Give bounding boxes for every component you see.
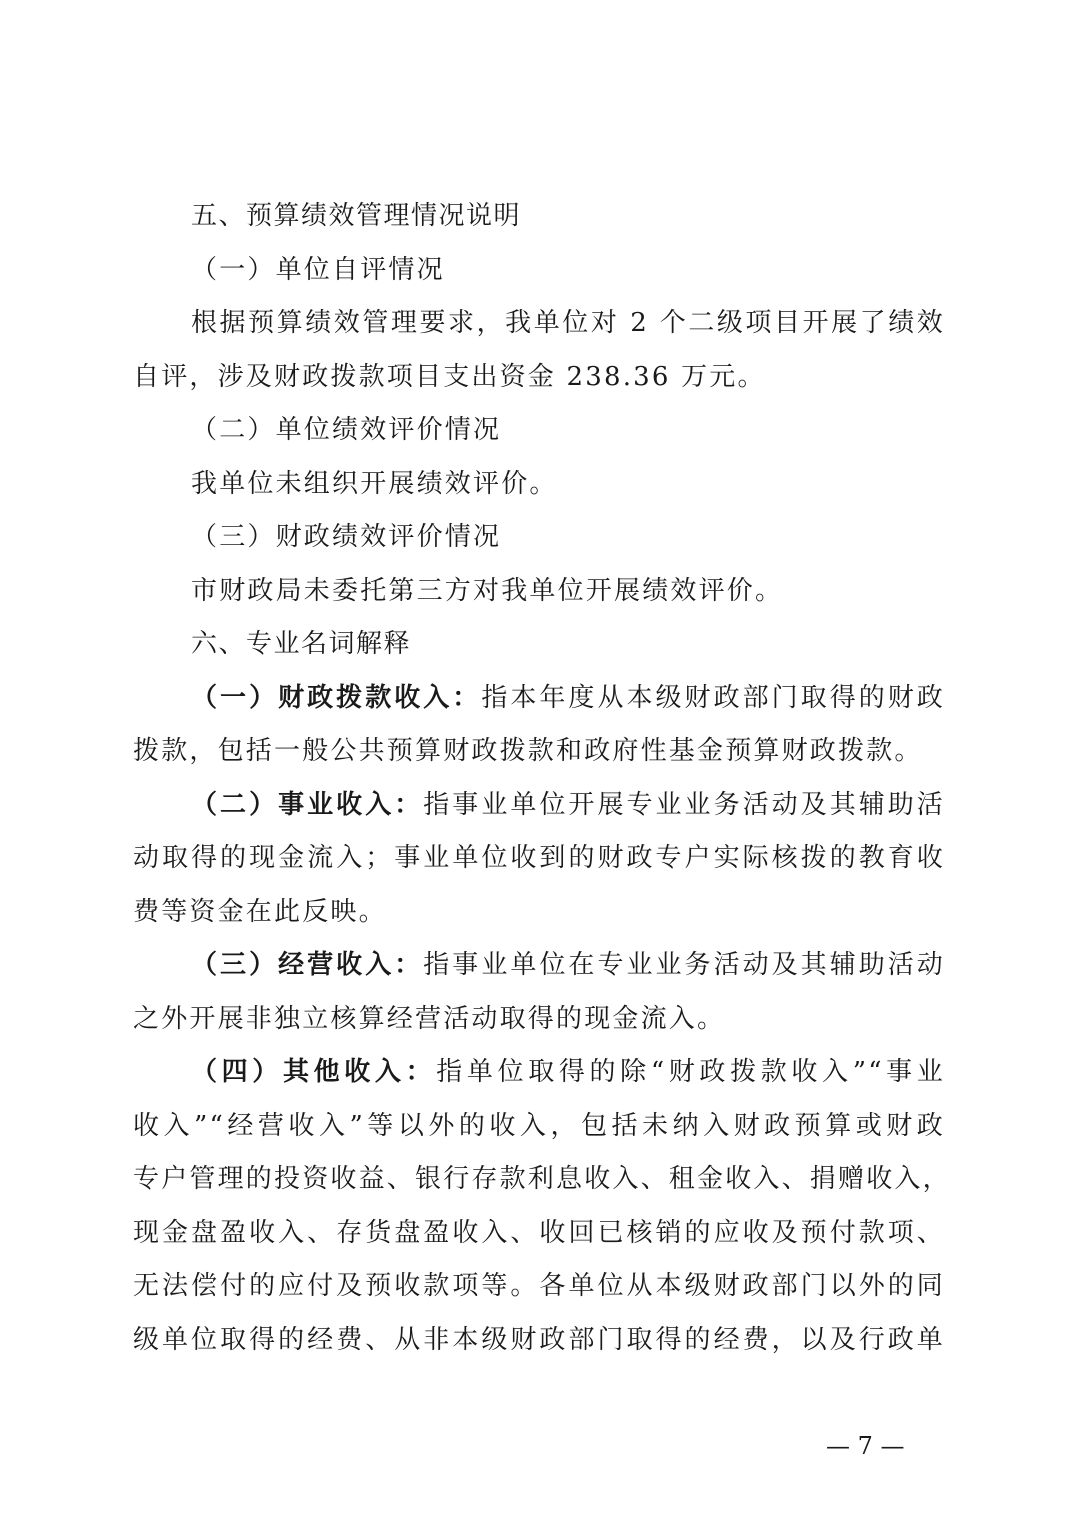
subsection-5-2-heading: （二）单位绩效评价情况 — [191, 415, 502, 445]
term-4-line — [133, 1046, 945, 1100]
paragraph-line: 我单位未组织开展绩效评价。 — [191, 468, 558, 499]
term-definition: 指事业单位在专业业务活动及其辅助活动 — [423, 950, 945, 980]
term-label: （一）财政拨款收入： — [191, 682, 482, 713]
paragraph-line: 动取得的现金流入；事业单位收到的财政专户实际核拨的教育收 — [133, 843, 945, 873]
paragraph-line: 级单位取得的经费、从非本级财政部门取得的经费，以及行政单 — [133, 1324, 945, 1355]
term-label: （四）其他收入： — [191, 1057, 437, 1087]
document-body — [133, 190, 951, 1367]
section-6-heading: 六、专业名词解释 — [191, 629, 412, 659]
paragraph-line: 拨款，包括一般公共预算财政拨款和政府性基金预算财政拨款。 — [133, 736, 923, 766]
paragraph-line: 根据预算绩效管理要求，我单位对 2 个二级项目开展了绩效 — [191, 308, 945, 338]
term-1-line — [133, 672, 945, 726]
paragraph-line: 费等资金在此反映。 — [133, 896, 387, 927]
paragraph-line: 市财政局未委托第三方对我单位开展绩效评价。 — [191, 575, 784, 606]
paragraph-line: 之外开展非独立核算经营活动取得的现金流入。 — [133, 1003, 726, 1034]
paragraph-line: 收入”“经营收入”等以外的收入，包括未纳入财政预算或财政 — [133, 1110, 945, 1141]
term-label: （二）事业收入： — [191, 789, 424, 820]
term-label: （三）经营收入： — [191, 950, 424, 980]
term-definition: 指单位取得的除“财政拨款收入”“事业 — [436, 1057, 945, 1087]
term-definition: 指事业单位开展专业业务活动及其辅助活 — [423, 789, 945, 820]
term-definition: 指本年度从本级财政部门取得的财政 — [481, 682, 945, 713]
term-2-line — [133, 779, 945, 833]
section-5-heading: 五、预算绩效管理情况说明 — [191, 201, 522, 231]
paragraph-line: 自评，涉及财政拨款项目支出资金 238.36 万元。 — [133, 361, 766, 392]
paragraph-line: 现金盘盈收入、存货盘盈收入、收回已核销的应收及预付款项、 — [133, 1217, 945, 1248]
term-3-line — [133, 939, 945, 993]
page-number: — 7 — — [826, 1432, 905, 1460]
subsection-5-3-heading: （三）财政绩效评价情况 — [191, 522, 502, 552]
paragraph-line: 无法偿付的应付及预收款项等。各单位从本级财政部门以外的同 — [133, 1271, 945, 1301]
paragraph-line: 专户管理的投资收益、银行存款利息收入、租金收入、捐赠收入， — [133, 1164, 951, 1194]
subsection-5-1-heading: （一）单位自评情况 — [191, 254, 445, 285]
